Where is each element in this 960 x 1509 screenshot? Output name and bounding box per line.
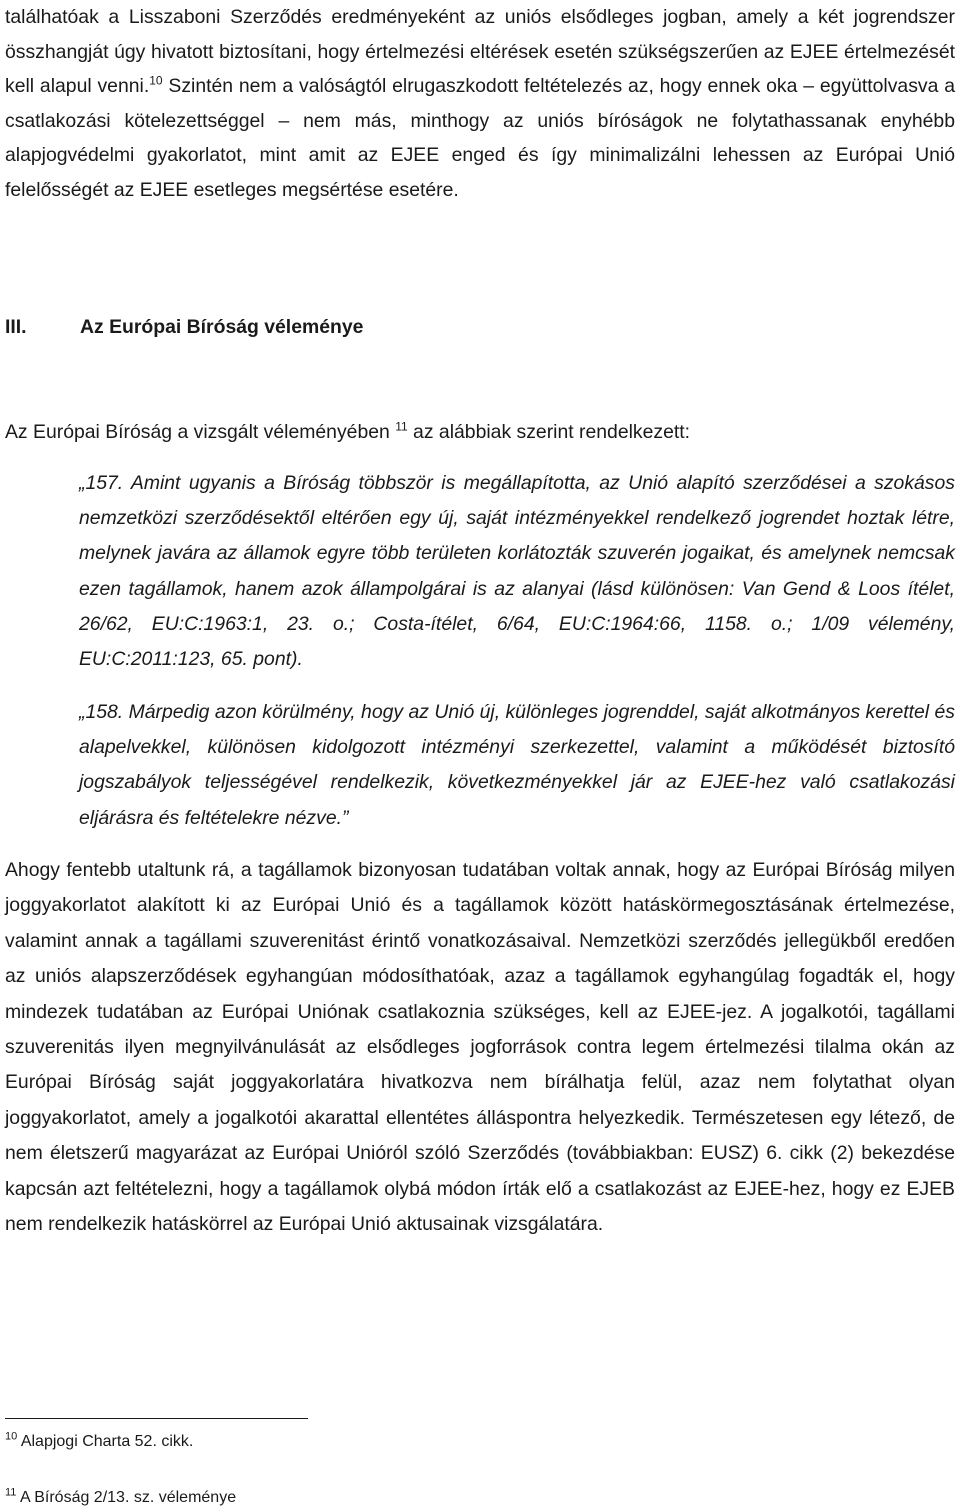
intro-text: Az Európai Bíróság a vizsgált véleményében [5, 421, 390, 443]
footnote-text: Alapjogi Charta 52. cikk. [17, 1433, 194, 1450]
paragraph-text: Szintén nem a valóságtól elrugaszkodott feltételezés az, hogy ennek oka – együttolvasva a csatlakozási kötelezettséggel – nem más, minthogy az uniós bíróságok ne folytathassanak enyhébb alapjogvédelmi gyakorlatot, mint amit az EJEE enged és így minimalizálni lehessen az Európai Unió felelősségét az EJEE esetleges megsértése esetére. [5, 75, 955, 201]
body-paragraph-2: Ahogy fentebb utaltunk rá, a tagállamok bizonyosan tudatában voltak annak, hogy az Európai Bíróság milyen joggyakorlatot alakított ki az Európai Unió és a tagállamok között hatáskörmegosztásának értelmezése, valamint annak a tagállami szuverenitást érintő vonatkozásaival. Nemzetközi szerződés jellegükből eredően az uniós alapszerződések egyhangúan módosíthatóak, azaz a tagállamok egyhangúlag fogadták el, hogy mindezek tudatában az Európai Uniónak csatlakoznia szükséges, kell az EJEE-jez. A jogalkotói, tagállami szuverenitás ilyen megnyilvánulását az elsődleges jogforrások contra legem értelmezési tilalma okán az Európai Bíróság saját joggyakorlatára hivatkozva nem bírálhatja felül, azaz nem folytathat olyan joggyakorlatot, amely a jogalkotói akarattal ellentétes álláspontra helyezkedik. Természetesen egy létező, de nem életszerű magyarázat az Európai Unióról szóló Szerződés (továbbiakban: EUSZ) 6. cikk (2) bekezdése kapcsán azt feltételezni, hogy a tagállamok olybá módon írták elő a csatlakozást az EJEE-hez, hogy ez EJEB nem rendelkezik hatáskörrel az Európai Unió aktusainak vizsgálatára. [5, 859, 955, 1236]
section-number: III. [5, 316, 27, 338]
intro-sentence [5, 415, 690, 449]
footnote-reference[interactable]: 11 [395, 419, 408, 434]
section-title: Az Európai Bíróság véleménye [80, 316, 364, 338]
block-quote-158: „158. Márpedig azon körülmény, hogy az Unió új, különleges jogrenddel, saját alkotmányos kerettel és alapelvekkel, különösen kidolgozott intézményi szerkezettel, valamint a működését biztosító jogszabályok teljességével rendelkezik, következményekkel jár az EJEE‑hez való csatlakozási eljárásra és feltételekre nézve.” [79, 701, 955, 829]
section-heading [5, 310, 363, 344]
block-quote-157: „157. Amint ugyanis a Bíróság többször is megállapította, az Unió alapító szerződései a szokásos nemzetközi szerződésektől eltérően egy új, saját intézményekkel rendelkező jogrendet hoztak létre, melynek javára az államok egyre több területen korlátozták szuverén jogaikat, és amelynek nemcsak ezen tagállamok, hanem azok állampolgárai is az alanyai (lásd különösen: Van Gend & Loos ítélet, 26/62, EU:C:1963:1, 23. o.; Costa‑ítélet, 6/64, EU:C:1964:66, 1158. o.; 1/09 vélemény, EU:C:2011:123, 65. pont). [79, 472, 955, 671]
footnote-10 [5, 1431, 193, 1453]
footnote-reference[interactable]: 10 [149, 73, 163, 88]
footnote-11 [5, 1487, 236, 1509]
footnote-text: A Bíróság 2/13. sz. véleménye [16, 1489, 237, 1506]
footnote-separator [5, 1418, 308, 1419]
body-paragraph-1 [5, 0, 955, 207]
footnote-number: 10 [5, 1430, 18, 1443]
intro-text: az alábbiak szerint rendelkezett: [407, 421, 691, 443]
paragraph-text: találhatóak a Lisszaboni Szerződés eredményeként az uniós elsődleges jogban, amely a két jogrendszer összhangját úgy hivatott biztosítani, hogy értelmezési eltérések esetén szükségszerűen az EJEE értelmezését kell alapul venni. [5, 6, 955, 97]
footnote-number: 11 [5, 1486, 17, 1499]
